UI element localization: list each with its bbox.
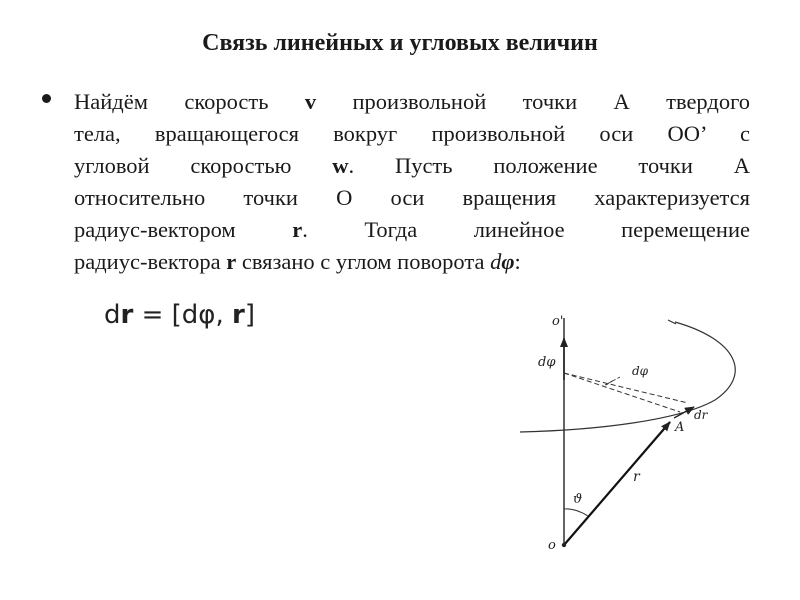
- velocity-symbol: v: [304, 89, 317, 114]
- text-line-2: тела, вращающегося вокруг произвольной оси ОО’ с: [74, 121, 750, 146]
- label-dr: dr: [694, 408, 708, 422]
- label-dphi-arc: dφ: [632, 364, 649, 378]
- angle-symbol-d: d: [490, 249, 502, 274]
- slide-title: Связь линейных и угловых величин: [202, 30, 598, 56]
- label-o-prime: o': [552, 314, 564, 329]
- arc-end-tick: [668, 320, 676, 324]
- label-a: A: [675, 420, 685, 435]
- label-o: o: [548, 538, 556, 553]
- text-line-6: радиус-вектора r связано с углом поворота dφ:: [74, 249, 521, 274]
- dashed-radius-1: [564, 373, 680, 412]
- label-dphi-axis: dφ: [538, 355, 556, 370]
- text-line-1: Найдём скорость v произвольной точки А твердого: [74, 89, 750, 114]
- theta-angle-arc: [564, 509, 588, 516]
- rotation-diagram: [500, 290, 760, 565]
- text-line-4: относительно точки О оси вращения характеризуется: [74, 185, 750, 210]
- text-line-3: угловой скоростью w. Пусть положение точки А: [74, 153, 750, 178]
- radius-vector-symbol: r: [292, 217, 303, 242]
- angular-velocity-symbol: w: [332, 153, 349, 178]
- bullet-marker: [42, 94, 51, 103]
- text-line-5: радиус-вектором r. Тогда линейное перемещение: [74, 217, 750, 242]
- label-r-vector: r: [633, 469, 640, 485]
- radius-vector-symbol: r: [226, 249, 237, 274]
- label-theta: ϑ: [573, 492, 583, 507]
- bullet-paragraph: [74, 86, 750, 278]
- radius-vector-arrow: [564, 422, 670, 545]
- dashed-radius-2: [564, 373, 688, 403]
- formula-dr: dr = [dφ, r]: [104, 300, 255, 330]
- dr-vector: [674, 407, 694, 418]
- angle-symbol-phi: φ: [501, 249, 515, 274]
- point-o: [562, 543, 566, 547]
